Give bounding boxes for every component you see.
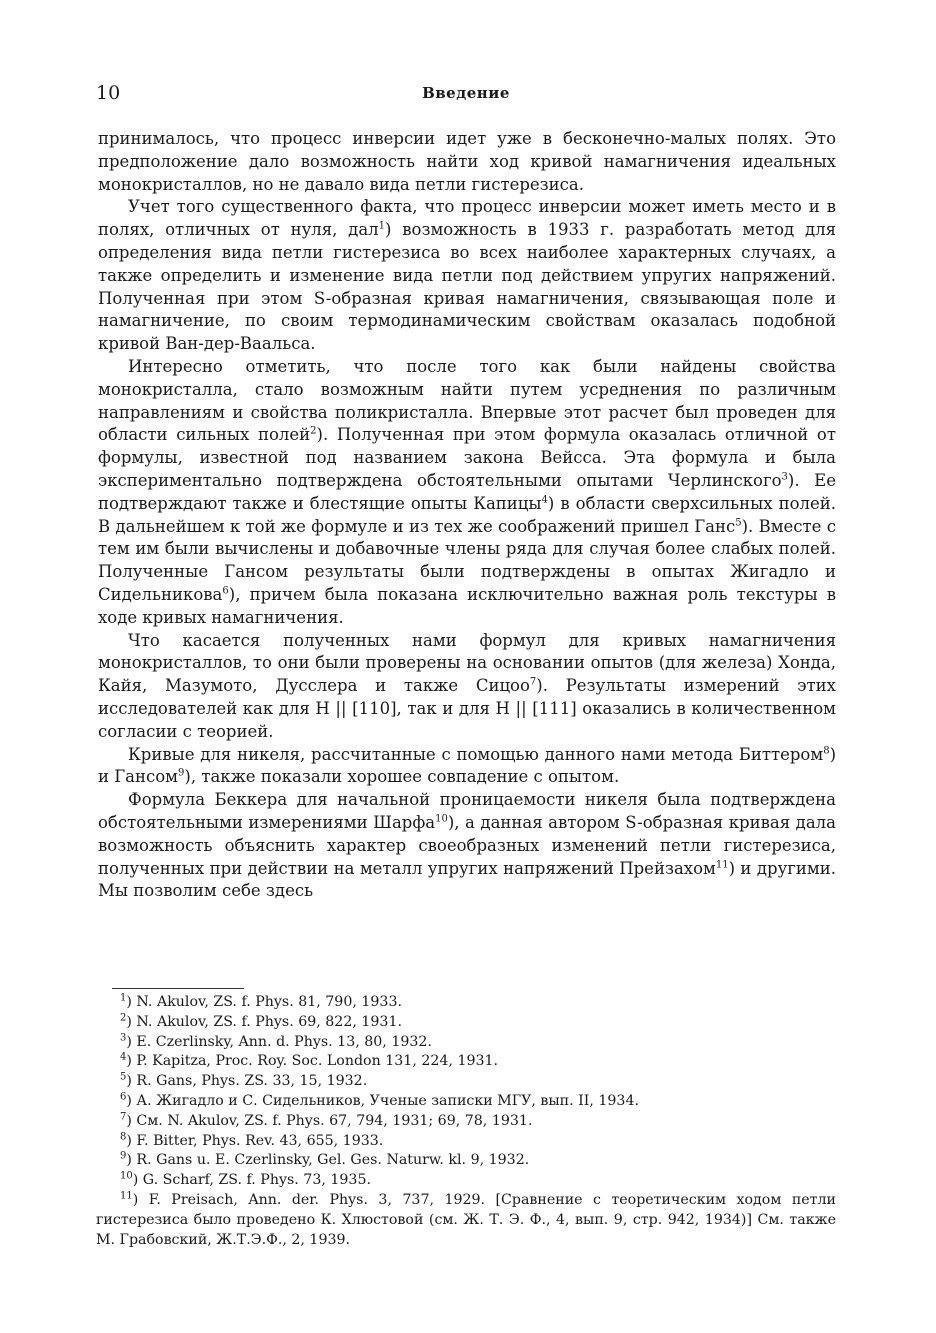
footnote-ref: 2 — [310, 425, 317, 437]
footnote-ref: 4 — [541, 494, 548, 506]
paragraph: Кривые для никеля, рассчитанные с помощью данного нами метода Биттером$^8$) и Гансом$^9$), также показали хорошее совпадение с опытом. — [98, 744, 836, 787]
footnote-ref: 7 — [529, 676, 537, 688]
footnote-ref: 5 — [735, 517, 742, 529]
footnote: $^{11}$) F. Preisach, Ann. der. Phys. 3, 737, 1929. [Сравнение с теоретическим ходом петли гистерезиса было проведено К. Хлюстовой (см. Ж. Т. Э. Ф., 4, вып. 9, стр. 942, 1934)] См. также М. Грабовский, Ж.Т.Э.Ф., 2, 1939. — [96, 1190, 836, 1248]
footnote-divider — [112, 988, 244, 989]
page-number: 10 — [96, 82, 121, 104]
paragraph: Учет того существенного факта, что процесс инверсии может иметь место и в полях, отличных от нуля, дал$^1$) возможность в 1933 г. разработать метод для определения вида петли гистерезиса во всех наиболее характерных случаях, а также определить и изменение вида петли под действием упругих напряжений. Полученная при этом S-образная кривая намагничения, связывающая поле и намагничение, по своим термодинамическим свойствам оказалась подобной кривой Ван-дер-Ваальса. — [98, 197, 837, 354]
footnote: $^1$) N. Akulov, ZS. f. Phys. 81, 790, 1933. — [120, 992, 402, 1010]
footnotes — [96, 988, 836, 1250]
paragraph: Формула Беккера для начальной проницаемости никеля была подтверждена обстоятельными измерениями Шарфа$^{10}$), а данная автором S-образная кривая дала возможность объяснить характер своеобразных изменений петли гистерезиса, полученных при действии на металл упругих напряжений Прейзахом$^{11}$) и другими. Мы позволим себе здесь — [98, 790, 836, 901]
footnote-ref: 10 — [435, 813, 448, 825]
footnote-ref: 1 — [378, 220, 386, 232]
footnote: $^4$) P. Kapitza, Proc. Roy. Soc. London 131, 224, 1931. — [120, 1051, 499, 1070]
footnote-ref: 6 — [222, 585, 229, 597]
page-header — [96, 82, 836, 110]
paragraph: Что касается полученных нами формул для кривых намагничения монокристаллов, то они были проверены на основании опытов (для железа) Хонда, Кайя, Мазумото, Дусслера и также Сицоо$^7$). Результаты измерений этих исследователей как для H || [110], так и для H || [111] оказались в количественном согласии с теорией. — [98, 630, 836, 741]
footnote: $^5$) R. Gans, Phys. ZS. 33, 15, 1932. — [120, 1071, 368, 1090]
footnote: $^6$) А. Жигадло и С. Сидельников, Ученые записки МГУ, вып. II, 1934. — [120, 1091, 639, 1109]
footnote: $^7$) См. N. Akulov, ZS. f. Phys. 67, 794, 1931; 69, 78, 1931. — [120, 1111, 533, 1129]
paragraph: Интересно отметить, что после того как были найдены свойства монокристалла, стало возможным найти путем усреднения по различным направлениям и свойства поликристалла. Впервые этот расчет был проведен для области сильных полей$^2$). Полученная при этом формула оказалась отличной от формулы, известной под названием закона Вейсса. Эта формула и была экспериментально подтверждена обстоятельными опытами Черлинского$^3$). Ее подтверждают также и блестящие опыты Капицы$^4$) в области сверхсильных полей. В дальнейшем к той же формуле и из тех же соображений пришел Ганс$^5$). Вместе с тем им были вычислены и добавочные члены ряда для случая более слабых полей. Полученные Гансом результаты были подтверждены в опытах Жигадло и Сидельникова$^6$), причем была показана исключительно важная роль текстуры в ходе кривых намагничения. — [98, 356, 836, 627]
running-title: Введение — [422, 84, 510, 102]
footnote: $^8$) F. Bitter, Phys. Rev. 43, 655, 1933. — [120, 1130, 384, 1149]
footnote-ref: 11 — [715, 859, 729, 870]
paragraph: принималось, что процесс инверсии идет уже в бесконечно-малых полях. Это предположение дало возможность найти ход кривой намагничения идеальных монокристаллов, но не давало вида петли гистерезиса. — [98, 129, 836, 194]
footnote-ref: 3 — [781, 471, 788, 483]
footnote-ref: 9 — [178, 767, 185, 779]
body-text — [98, 128, 836, 903]
footnote: $^{10}$) G. Scharf, ZS. f. Phys. 73, 1935. — [120, 1170, 371, 1189]
footnote: $^3$) E. Czerlinsky, Ann. d. Phys. 13, 80, 1932. — [120, 1031, 432, 1050]
footnote: $^9$) R. Gans u. E. Czerlinsky, Gel. Ges. Naturw. kl. 9, 1932. — [120, 1150, 530, 1169]
footnote: $^2$) N. Akulov, ZS. f. Phys. 69, 822, 1931. — [120, 1012, 402, 1030]
footnote-ref: 8 — [823, 745, 830, 757]
